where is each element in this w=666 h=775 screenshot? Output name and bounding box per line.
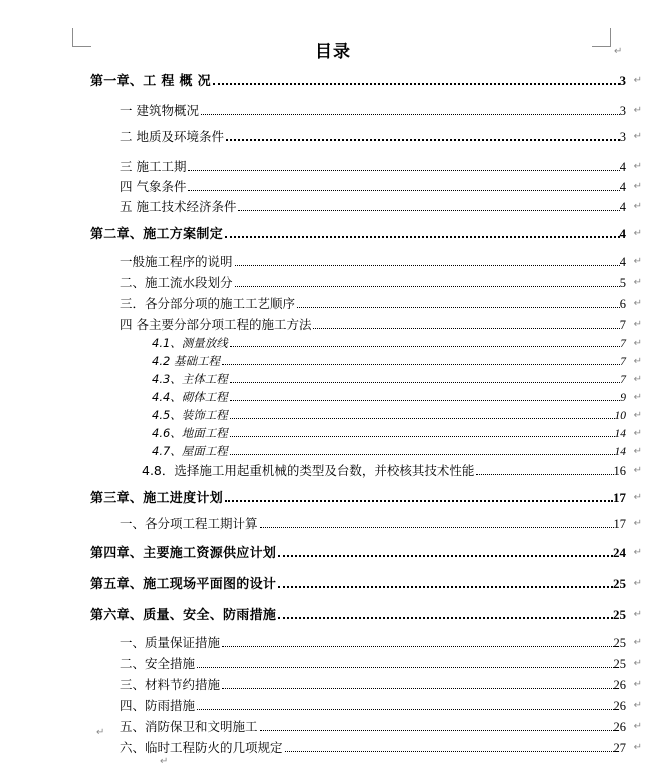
toc-entry-label: 第一章、工 程 概 况 [90,74,211,89]
toc-leader-dots [313,328,619,329]
toc-leader-dots [225,236,619,238]
paragraph-return-mark: ↵ [633,356,642,367]
toc-leader-dots [230,346,620,347]
toc-entry-page-number: 17 [613,517,626,531]
toc-entry-label: 一般施工程序的说明 [120,254,233,269]
toc-leader-dots [226,139,620,141]
toc-entry[interactable] [0,573,666,592]
page-title: 目录 [315,42,351,62]
toc-leader-dots [188,170,619,171]
toc-entry-page-number: 14 [614,428,626,440]
toc-entry-label: 第五章、施工现场平面图的设计 [90,577,277,592]
toc-leader-dots [201,114,620,115]
paragraph-return-mark-title: ↵ [614,46,623,57]
toc-entry-label: 第二章、施工方案制定 [90,227,224,242]
toc-leader-dots [230,418,615,419]
toc-entry[interactable] [0,197,666,215]
toc-row[interactable] [0,70,666,89]
toc-leader-dots [197,709,613,710]
toc-entry-page-number: 4 [619,200,626,214]
toc-entry-label: 一、质量保证措施 [120,635,221,650]
toc-row[interactable] [0,542,666,561]
toc-entry-label: 二 地质及环境条件 [120,129,224,144]
paragraph-return-mark: ↵ [633,546,642,558]
toc-entry[interactable] [0,425,666,441]
toc-entry[interactable] [0,738,666,756]
toc-row[interactable] [0,487,666,506]
toc-leader-dots [230,382,620,383]
toc-leader-dots [197,667,613,668]
toc-row[interactable] [0,294,666,312]
toc-leader-dots [278,617,613,619]
toc-row[interactable] [0,127,666,145]
toc-entry[interactable] [0,514,666,532]
toc-entry-label: 五 施工技术经济条件 [120,199,237,214]
paragraph-return-mark: ↵ [633,721,642,732]
toc-entry[interactable] [0,371,666,387]
toc-entry-label: 4.1、测量放线 [152,336,228,350]
toc-entry-page-number: 6 [619,297,626,311]
toc-row[interactable] [0,654,666,672]
toc-entry[interactable] [0,157,666,175]
toc-entry-label: 四、防雨措施 [120,698,196,713]
paragraph-return-mark: ↵ [633,742,642,753]
toc-entry[interactable] [0,273,666,291]
toc-leader-dots [278,586,613,588]
paragraph-return-mark: ↵ [633,105,642,116]
toc-entry-page-number: 4 [619,180,626,194]
paragraph-return-mark: ↵ [633,74,642,86]
toc-leader-dots [285,751,614,752]
toc-entry-label: 一、各分项工程工期计算 [120,516,258,531]
paragraph-return-mark: ↵ [633,491,642,503]
toc-entry-page-number: 25 [613,636,626,650]
toc-entry-label: 4.4、砌体工程 [152,390,228,404]
toc-row[interactable] [0,407,666,423]
paragraph-return-mark: ↵ [633,374,642,385]
toc-entry-page-number: 3 [619,73,626,88]
toc-entry[interactable] [0,127,666,145]
toc-leader-dots [260,730,614,731]
toc-leader-dots [476,474,613,475]
toc-row[interactable] [0,315,666,333]
paragraph-return-mark-bottom-second: ↵ [160,756,169,767]
toc-entry-page-number: 4 [619,226,626,241]
paragraph-return-mark: ↵ [633,679,642,690]
toc-entry[interactable] [0,443,666,459]
toc-entry[interactable] [0,70,666,89]
toc-leader-dots [260,527,614,528]
toc-entry-label: 三．各分部分项的施工工艺顺序 [120,296,296,311]
toc-entry-label: 4.3、主体工程 [152,372,228,386]
toc-entry-page-number: 4 [619,255,626,269]
toc-leader-dots [225,500,613,502]
paragraph-return-mark: ↵ [633,658,642,669]
toc-entry[interactable] [0,407,666,423]
paragraph-return-mark: ↵ [633,319,642,330]
toc-entry[interactable] [0,335,666,351]
toc-entry[interactable] [0,461,666,479]
toc-leader-dots [188,190,619,191]
paragraph-return-mark: ↵ [633,428,642,439]
paragraph-return-mark-bottom-first: ↵ [96,727,105,738]
toc-entry[interactable] [0,353,666,369]
toc-row[interactable] [0,738,666,756]
toc-entry-page-number: 5 [619,276,626,290]
toc-entry[interactable] [0,696,666,714]
toc-row[interactable] [0,101,666,119]
toc-leader-dots [222,364,620,365]
toc-entry-label: 四 各主要分部分项工程的施工方法 [120,317,312,332]
toc-row[interactable] [0,273,666,291]
toc-entry[interactable] [0,675,666,693]
toc-row[interactable] [0,675,666,693]
toc-entry-label: 4.7、屋面工程 [152,444,228,458]
toc-leader-dots [222,646,613,647]
paragraph-return-mark: ↵ [633,277,642,288]
toc-entry-page-number: 25 [613,607,626,622]
toc-entry-page-number: 7 [620,338,626,350]
paragraph-return-mark: ↵ [633,201,642,212]
toc-row[interactable] [0,335,666,351]
toc-entry[interactable] [0,315,666,333]
toc-leader-dots [297,307,620,308]
toc-entry-page-number: 25 [613,657,626,671]
toc-row[interactable] [0,157,666,175]
toc-entry-label: 二、施工流水段划分 [120,275,233,290]
toc-entry-label: 4.5、装饰工程 [152,408,228,422]
toc-entry-label: 4.2 基础工程 [152,354,220,368]
paragraph-return-mark: ↵ [633,608,642,620]
toc-entry-page-number: 3 [619,130,626,144]
toc-entry-label: 一 建筑物概况 [120,103,199,118]
paragraph-return-mark: ↵ [633,392,642,403]
toc-entry[interactable] [0,294,666,312]
toc-row[interactable] [0,573,666,592]
toc-leader-dots [238,210,619,211]
toc-entry[interactable] [0,633,666,651]
toc-row[interactable] [0,371,666,387]
toc-leader-dots [235,265,620,266]
paragraph-return-mark: ↵ [633,518,642,529]
paragraph-return-mark: ↵ [633,637,642,648]
toc-entry-page-number: 7 [619,318,626,332]
toc-leader-dots [230,436,615,437]
paragraph-return-mark: ↵ [633,227,642,239]
paragraph-return-mark: ↵ [633,410,642,421]
toc-entry-page-number: 26 [613,678,626,692]
toc-row[interactable] [0,443,666,459]
toc-row[interactable] [0,223,666,242]
toc-entry[interactable] [0,542,666,561]
paragraph-return-mark: ↵ [633,256,642,267]
paragraph-return-mark: ↵ [633,338,642,349]
toc-entry-label: 二、安全措施 [120,656,196,671]
toc-entry[interactable] [0,101,666,119]
toc-leader-dots [222,688,613,689]
toc-entry-label: 4.8．选择施工用起重机械的类型及台数，并校核其技术性能 [142,463,475,478]
paragraph-return-mark: ↵ [633,446,642,457]
paragraph-return-mark: ↵ [633,577,642,589]
toc-leader-dots [213,83,620,85]
toc-entry[interactable] [0,389,666,405]
paragraph-return-mark: ↵ [633,131,642,142]
toc-row[interactable] [0,696,666,714]
toc-leader-dots [278,555,613,557]
paragraph-return-mark: ↵ [633,161,642,172]
toc-entry-label: 三 施工工期 [120,159,187,174]
toc-row[interactable] [0,177,666,195]
toc-entry-label: 4.6、地面工程 [152,426,228,440]
paragraph-return-mark: ↵ [633,181,642,192]
toc-entry-page-number: 7 [620,374,626,386]
toc-entry-page-number: 14 [614,446,626,458]
toc-entry-page-number: 3 [619,104,626,118]
paragraph-return-mark: ↵ [633,298,642,309]
toc-entry-label: 五、消防保卫和文明施工 [120,719,258,734]
toc-entry-page-number: 25 [613,576,626,591]
toc-entry-label: 第三章、施工进度计划 [90,491,224,506]
toc-entry-page-number: 7 [620,356,626,368]
toc-row[interactable] [0,389,666,405]
toc-entry-page-number: 17 [613,490,626,505]
toc-entry-page-number: 10 [614,410,626,422]
toc-entry[interactable] [0,223,666,242]
toc-row[interactable] [0,514,666,532]
toc-row[interactable] [0,252,666,270]
toc-row[interactable] [0,461,666,479]
toc-entry-label: 四 气象条件 [120,179,187,194]
toc-row[interactable] [0,633,666,651]
toc-entry[interactable] [0,604,666,623]
toc-entry-page-number: 26 [613,720,626,734]
toc-entry[interactable] [0,252,666,270]
paragraph-return-mark: ↵ [633,700,642,711]
table-of-contents [0,70,666,756]
toc-leader-dots [235,286,620,287]
toc-entry[interactable] [0,654,666,672]
toc-entry[interactable] [0,177,666,195]
toc-entry-label: 第四章、主要施工资源供应计划 [90,546,277,561]
toc-entry-page-number: 4 [619,160,626,174]
toc-entry-page-number: 9 [620,392,626,404]
toc-entry-page-number: 26 [613,699,626,713]
toc-entry-label: 第六章、质量、安全、防雨措施 [90,608,277,623]
toc-entry-page-number: 27 [613,741,626,755]
toc-row[interactable] [0,197,666,215]
toc-entry-page-number: 16 [613,464,626,478]
paragraph-return-mark: ↵ [633,465,642,476]
toc-leader-dots [230,400,620,401]
toc-entry-page-number: 24 [613,545,626,560]
toc-row[interactable] [0,425,666,441]
toc-leader-dots [230,454,615,455]
toc-entry-label: 六、临时工程防火的几项规定 [120,740,283,755]
toc-entry[interactable] [0,487,666,506]
toc-row[interactable] [0,353,666,369]
toc-row[interactable] [0,604,666,623]
toc-entry-label: 三、材料节约措施 [120,677,221,692]
